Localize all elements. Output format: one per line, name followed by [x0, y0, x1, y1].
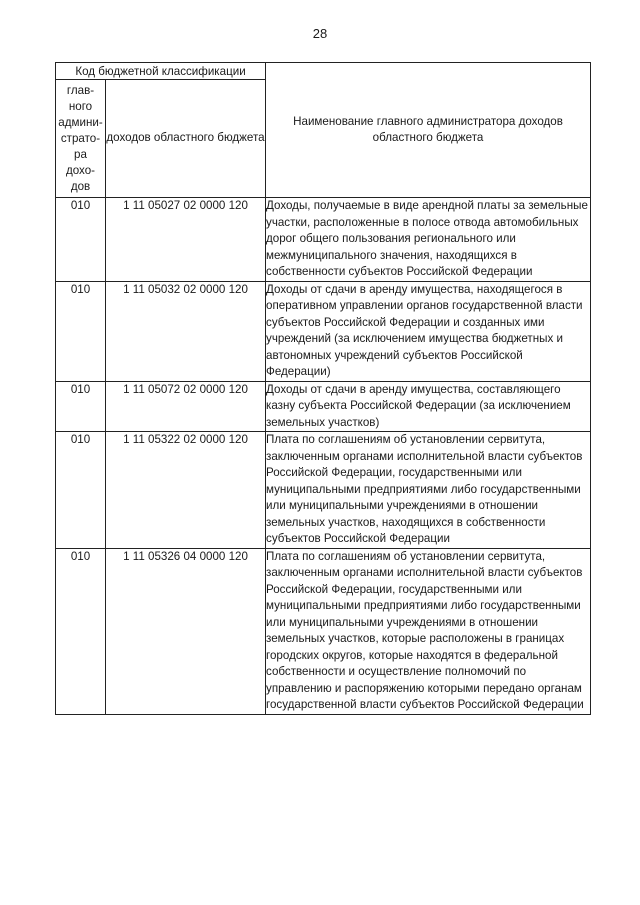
table-row — [56, 281, 591, 381]
header-line: админи- — [58, 115, 103, 129]
income-name-cell: Доходы, получаемые в виде арендной платы за земельные участки, расположенные в полосе отвода автомобильных дорог общего пользования регионального или межмуниципального значения, находящихся в собственности субъектов Российской Федерации — [266, 198, 591, 282]
header-line: глав- — [66, 83, 95, 97]
income-name-cell: Плата по соглашениям об установлении сервитута, заключенным органами исполнительной власти субъектов Российской Федерации, государственными или муниципальными предприятиями либо государственными или муниципальными учреждениями в отношении земельных участков, которые расположены в границах городских округов, которые находятся в федеральной собственности и осуществление полномочий по управлению и распоряжению которыми передано органам государственной власти субъектов Российской Федерации — [266, 548, 591, 714]
table-header — [56, 63, 591, 198]
table-row — [56, 432, 591, 549]
budget-code-cell: 1 11 05032 02 0000 120 — [106, 281, 266, 381]
admin-code-cell: 010 — [56, 281, 106, 381]
admin-code-cell: 010 — [56, 548, 106, 714]
page-number: 28 — [312, 26, 328, 41]
budget-code-cell: 1 11 05326 04 0000 120 — [106, 548, 266, 714]
header-line: ра — [74, 147, 87, 161]
table-body — [56, 198, 591, 715]
admin-code-cell: 010 — [56, 432, 106, 549]
budget-code-cell: 1 11 05027 02 0000 120 — [106, 198, 266, 282]
budget-code-cell: 1 11 05322 02 0000 120 — [106, 432, 266, 549]
table-row — [56, 198, 591, 282]
admin-code-cell: 010 — [56, 198, 106, 282]
income-name-cell: Доходы от сдачи в аренду имущества, находящегося в оперативном управлении органов государственной власти субъектов Российской Федерации и созданных ими учреждений (за исключением имущества бюджетных и автономных учреждений субъектов Российской Федерации) — [266, 281, 591, 381]
column-header-regional-budget-income: доходов областного бюджета — [106, 80, 266, 198]
budget-classification-table — [55, 62, 591, 715]
header-line: дов — [70, 179, 91, 193]
column-header-chief-administrator — [56, 80, 106, 198]
table-row — [56, 381, 591, 432]
budget-code-group-header: Код бюджетной классификации — [56, 63, 266, 80]
budget-code-cell: 1 11 05072 02 0000 120 — [106, 381, 266, 432]
header-line: страто- — [60, 131, 101, 145]
income-name-cell: Плата по соглашениям об установлении сервитута, заключенным органами исполнительной власти субъектов Российской Федерации, государственными или муниципальными предприятиями либо государственными или муниципальными учреждениями в отношении земельных участков, находящихся в собственности субъектов Российской Федерации — [266, 432, 591, 549]
income-name-cell: Доходы от сдачи в аренду имущества, составляющего казну субъекта Российской Федерации (за исключением земельных участков) — [266, 381, 591, 432]
table-row — [56, 548, 591, 714]
column-header-administrator-name: Наименование главного администратора доходов областного бюджета — [266, 63, 591, 198]
header-line: дохо- — [65, 163, 96, 177]
header-line: ного — [68, 99, 93, 113]
admin-code-cell: 010 — [56, 381, 106, 432]
